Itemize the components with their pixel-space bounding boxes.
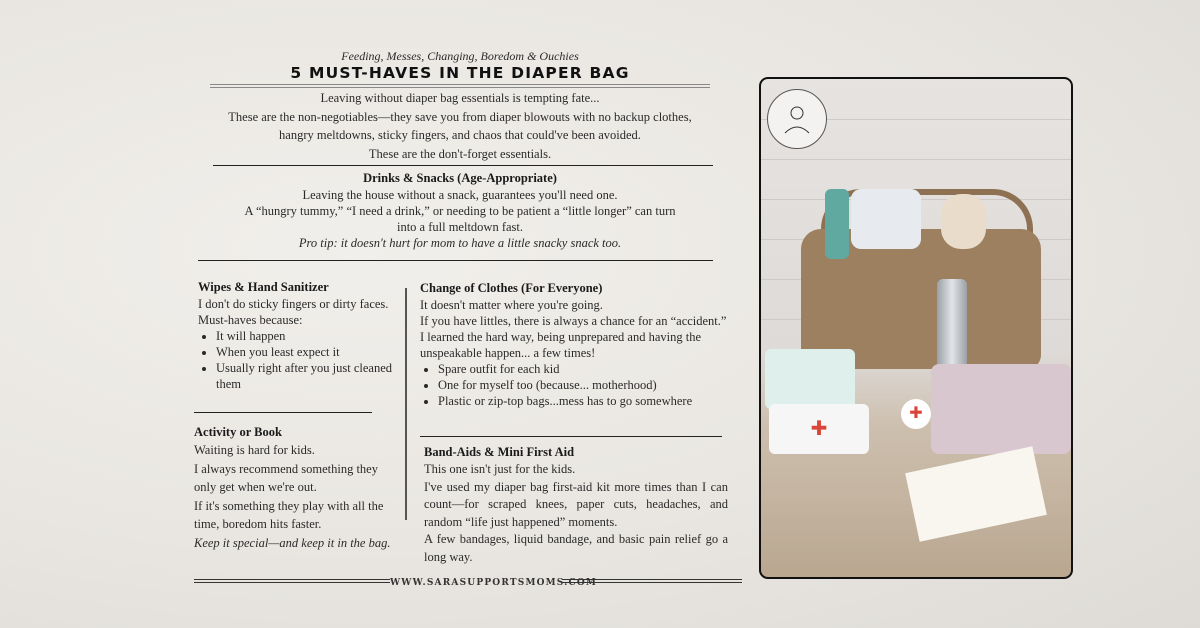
list-item: • Usually right after you just cleaned them <box>216 360 400 392</box>
text: Must-haves because: <box>198 313 303 327</box>
intro-line: Leaving without diaper bag essentials is tempting fate... <box>320 91 600 105</box>
bottle <box>825 189 849 259</box>
list-item: • When you least expect it <box>216 344 400 360</box>
page-title: 5 MUST-HAVES IN THE DIAPER BAG <box>290 64 630 82</box>
section-heading: Drinks & Snacks (Age-Appropriate) <box>363 171 557 185</box>
section-clothes <box>420 280 728 409</box>
text: I don't do sticky fingers or dirty faces. <box>198 297 389 311</box>
intro-line: hangry meltdowns, sticky fingers, and chaos that could've been avoided. <box>279 128 641 142</box>
divider <box>194 412 372 413</box>
tip: Keep it special—and keep it in the bag. <box>194 535 391 550</box>
logo <box>767 89 827 149</box>
bullet-list <box>420 361 728 409</box>
text: A “hungry tummy,” “I need a drink,” or needing to be patient a “little longer” can turn <box>244 204 676 218</box>
intro-line: These are the non-negotiables—they save you from diaper blowouts with no backup clothes, <box>228 109 692 124</box>
text: I've used my diaper bag first-aid kit more times than I can count—for scraped knees, paper cuts, headaches, and random “life just happened” moments. <box>424 479 728 529</box>
section-drinks <box>200 170 720 251</box>
clothes <box>931 364 1071 454</box>
text: This one isn't just for the kids. <box>424 462 576 476</box>
text: Leaving the house without a snack, guarantees you'll need one. <box>302 188 618 202</box>
footer-rule <box>562 579 742 583</box>
section-heading: Change of Clothes (For Everyone) <box>420 281 603 295</box>
blanket <box>851 189 921 249</box>
pro-tip: Pro tip: it doesn't hurt for mom to have a little snacky snack too. <box>298 236 622 250</box>
divider <box>420 436 722 437</box>
diaper-bag-photo <box>759 77 1073 579</box>
text: If it's something they play with all the time, boredom hits faster. <box>194 498 384 531</box>
section-first-aid <box>424 444 728 566</box>
first-aid-kit: ✚ <box>769 404 869 454</box>
divider <box>198 260 713 261</box>
text: I always recommend something they only get when we're out. <box>194 461 378 494</box>
first-aid-icon: ✚ <box>901 399 931 429</box>
text: If you have littles, there is always a chance for an “accident.” <box>420 314 727 328</box>
column-divider <box>405 288 407 520</box>
bullet-list <box>198 328 400 392</box>
list-item: • It will happen <box>216 328 400 344</box>
list-item: • Spare outfit for each kid <box>438 361 728 377</box>
text: A few bandages, liquid bandage, and basic pain relief go a long way. <box>424 532 728 564</box>
intro <box>200 89 720 163</box>
list-item: • One for myself too (because... motherhood) <box>438 377 728 393</box>
activity-book <box>905 446 1047 541</box>
section-heading: Band-Aids & Mini First Aid <box>424 445 575 459</box>
section-heading: Wipes & Hand Sanitizer <box>198 280 329 294</box>
section-heading: Activity or Book <box>194 425 282 439</box>
woman-sketch-icon <box>777 99 817 139</box>
section-wipes <box>198 279 400 392</box>
section-activity <box>194 424 399 552</box>
subtitle: Feeding, Messes, Changing, Boredom & Ouchies <box>341 49 579 63</box>
divider <box>210 84 710 88</box>
footer-rule <box>194 579 390 583</box>
wipes <box>765 349 855 409</box>
website-link[interactable]: WWW.SARASUPPORTSMOMS.COM <box>390 578 598 588</box>
divider <box>213 165 713 166</box>
plush-bunny <box>941 194 986 249</box>
text: Waiting is hard for kids. <box>194 443 315 457</box>
list-item: • Plastic or zip-top bags...mess has to go somewhere <box>438 393 728 409</box>
text: into a full meltdown fast. <box>396 220 524 234</box>
text: It doesn't matter where you're going. <box>420 298 603 312</box>
intro-line: These are the don't-forget essentials. <box>368 146 552 161</box>
text: I learned the hard way, being unprepared and having the unspeakable happen... a few times! <box>420 330 702 360</box>
